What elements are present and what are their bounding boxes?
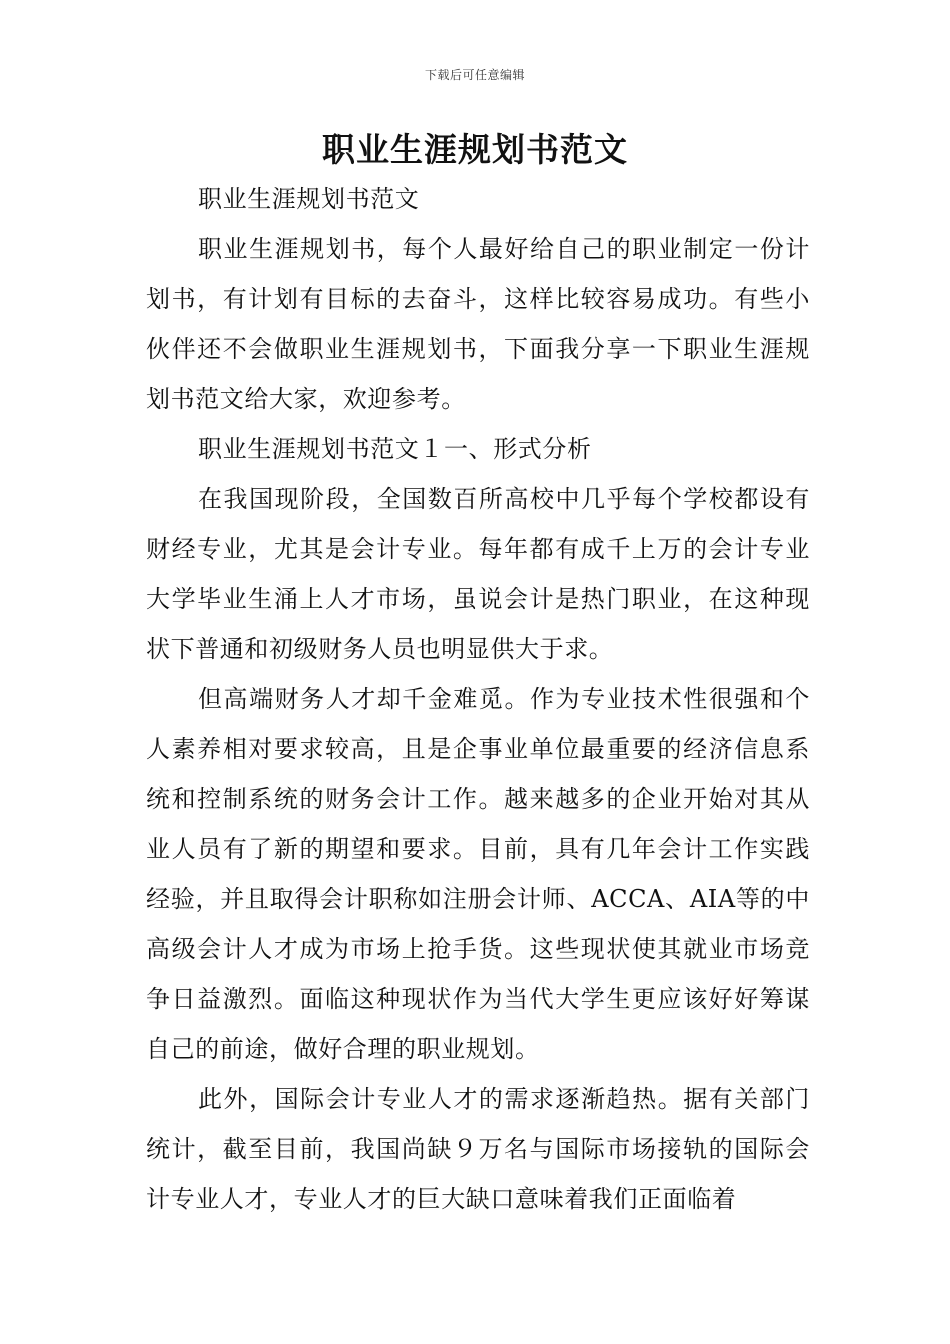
document-body	[146, 174, 810, 1224]
paragraph-high-end-talent: 但高端财务人才却千金难觅。作为专业技术性很强和个人素养相对要求较高，且是企事业单位最重要的经济信息系统和控制系统的财务会计工作。越来越多的企业开始对其从业人员有了新的期望和要求。目前，具有几年会计工作实践经验，并且取得会计职称如注册会计师、ACCA、AIA等的中高级会计人才成为市场上抢手货。这些现状使其就业市场竞争日益激烈。面临这种现状作为当代大学生更应该好好筹谋自己的前途，做好合理的职业规划。	[146, 685, 810, 1063]
document-title: 职业生涯规划书范文	[322, 130, 628, 169]
paragraph-international-demand: 此外，国际会计专业人才的需求逐渐趋热。据有关部门统计，截至目前，我国尚缺９万名与国际市场接轨的国际会计专业人才，专业人才的巨大缺口意味着我们正面临着	[146, 1085, 810, 1213]
paragraph-section-heading: 职业生涯规划书范文１一、形式分析	[198, 435, 592, 463]
paragraph-subtitle: 职业生涯规划书范文	[198, 185, 420, 213]
paragraph-intro: 职业生涯规划书，每个人最好给自己的职业制定一份计划书，有计划有目标的去奋斗，这样比较容易成功。有些小伙伴还不会做职业生涯规划书，下面我分享一下职业生涯规划书范文给大家，欢迎参考。	[146, 235, 810, 413]
paragraph-situation: 在我国现阶段，全国数百所高校中几乎每个学校都设有财经专业，尤其是会计专业。每年都有成千上万的会计专业大学毕业生涌上人才市场，虽说会计是热门职业，在这种现状下普通和初级财务人员也明显供大于求。	[146, 485, 810, 663]
header-note: 下载后可任意编辑	[424, 68, 525, 82]
